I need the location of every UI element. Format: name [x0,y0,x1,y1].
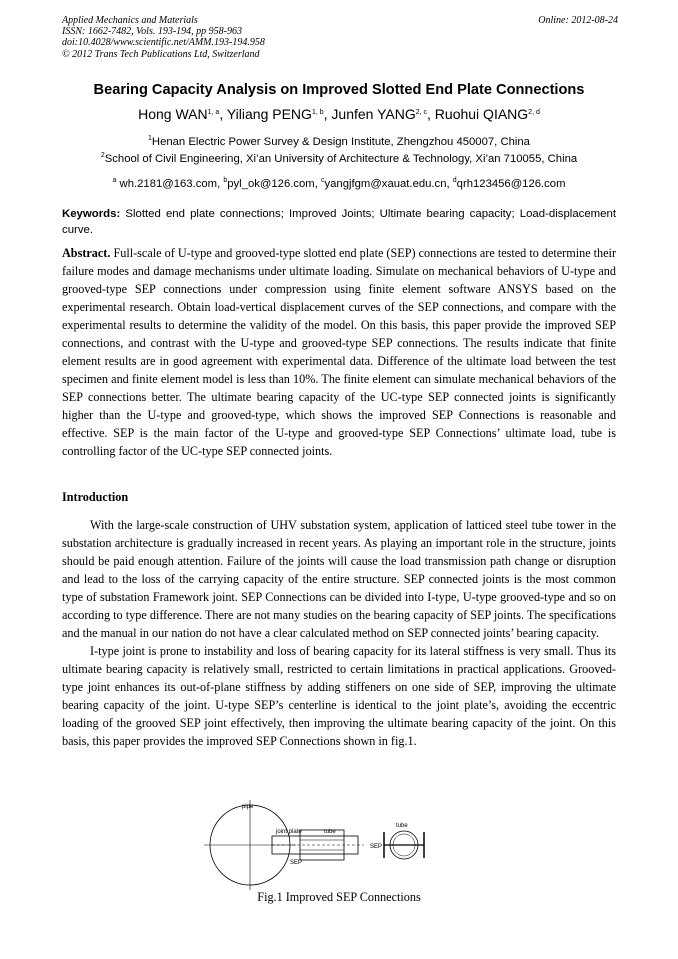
author-name: Yiliang PENG [226,106,312,122]
abstract-label: Abstract. [62,246,111,260]
email-sup: d [452,177,457,184]
email-link[interactable]: wh.2181@163.com [119,178,218,190]
keywords-label: Keywords: [62,208,121,220]
email-link[interactable]: yangjfgm@xauat.edu.cn [324,178,447,190]
intro-paragraph: With the large-scale construction of UHV substation system, application of latticed steel tube tower in the substation architecture is gradually increased in recent years. As playing an important role in the structure, joints should be paid enough attention. Failure of the joints will cause the load transmission path change or disruption and lead to the loss of the carrying capacity of the entire structure. SEP connected joints is the most common type of substation Framework joint. SEP Connections can be divided into I-type, U-type grooved-type and so on according to type difference. There are not many studies on the bearing capacity of SEP joints. The specifications and the manual in our nation do not have a clear calculated method on SEP connected joints’ bearing capacity. [62,518,616,640]
introduction [62,516,616,750]
email-sup: a [112,177,117,184]
affiliation-text: Henan Electric Power Survey & Design Institute, Zhengzhou 450007, China [151,136,530,148]
author-sup: 2, c [415,109,428,116]
author-list: Hong WAN$^{1, a}$, Yiliang PENG$^{1, b}$, Junfen YANG$^{2, c}$, Ruohui QIANG$^{2, d}$ [138,106,540,122]
author-name: Ruohui QIANG [434,106,529,122]
tube-label-right: tube [396,823,408,829]
issn-line: ISSN: 1662-7482, Vols. 193-194, pp 958-963 [62,26,242,38]
affiliation-1 [40,136,638,148]
author-sup: 2, d [528,109,540,116]
affiliation-text: School of Civil Engineering, Xi’an University of Architecture & Technology, Xi’an 710055, China [104,153,578,165]
email-link[interactable]: pyl_ok@126.com [227,178,315,190]
author-name: Hong WAN [138,106,208,122]
figure-1-diagram [204,800,444,890]
author-sup: 1, b [311,109,324,116]
online-date: Online: 2012-08-24 [538,15,618,26]
keywords [62,206,616,238]
doi-line: doi:10.4028/www.scientific.net/AMM.193-194.958 [62,37,265,49]
abstract [62,244,616,460]
sep-label-left: SEP [290,860,303,866]
keywords-text: Slotted end plate connections; Improved Joints; Ultimate bearing capacity; Load-displacement curve. [62,208,617,236]
copyright-line: © 2012 Trans Tech Publications Ltd, Switzerland [62,48,260,60]
affiliation-sup: 2 [100,152,105,159]
sep-label-right: SEP [370,844,383,850]
affiliation-sup: 1 [148,135,152,142]
section-heading-introduction: Introduction [62,490,129,504]
author-name: Junfen YANG [331,106,416,122]
email-list: $^a$ wh.2181@163.com, $^b$pyl_ok@126.com, $^c$yangjfgm@xauat.edu.cn, $^d$qrh123456@126.com [112,177,566,190]
email-sup: c [320,177,325,184]
affiliation-2 [40,153,638,165]
intro-paragraph: I-type joint is prone to instability and loss of bearing capacity for its lateral stiffness is very small. Thus its ultimate bearing capacity is relatively small, restricted to certain limitations in practical applications. Grooved-type joint enhances its out-of-plane stiffness by adding stiffeners on one side of SEP, improving the ultimate bearing capacity of the joint. U-type SEP’s centerline is identical to the joint plate’s, avoiding the eccentric loading of the grooved SEP joint effectively, then improving the ultimate bearing capacity of the joint. On this basis, this paper provides the improved SEP Connections shown in fig.1. [62,644,616,748]
abstract-text: Full-scale of U-type and grooved-type slotted end plate (SEP) connections are tested to determine their failure modes and damage mechanisms under ultimate loading. Simulate on mechanical behaviors of U-type and grooved-type SEP connections under compression using finite element software ANSYS based on the experimental research. Obtain load-vertical displacement curves of the SEP connections, and compare with the experimental results to determine the validity of the model. On this basis, this paper provide the improved SEP connections, and contrast with the U-type and grooved-type SEP connections. The results indicate that finite element results are in good agreement with experimental data. Difference of the ultimate load between the test specimen and finite element model is less than 10%. The finite element can simulate mechanical behaviors of the SEP connections better. The ultimate bearing capacity of the UC-type SEP connected joints is significantly higher than the U-type and grooved-type, which shows the improved SEP Connections is reasonable and effective. SEP is the main factor of the U-type and grooved-type SEP Connections’ ultimate load, tube is controlling factor of the UC-type SEP connected joints. [62,246,617,458]
journal-name: Applied Mechanics and Materials [62,15,198,26]
paper-title: Bearing Capacity Analysis on Improved Slotted End Plate Connections [93,82,585,98]
journal-header [62,15,618,60]
email-sup: b [223,177,228,184]
figure-caption: Fig.1 Improved SEP Connections [257,890,421,904]
author-sup: 1, a [207,109,220,116]
tube-label-left: tube [324,829,336,835]
email-link[interactable]: qrh123456@126.com [456,178,566,190]
joint-plate-label: joint plate [276,829,302,835]
pipe-label: pipe [242,804,254,810]
